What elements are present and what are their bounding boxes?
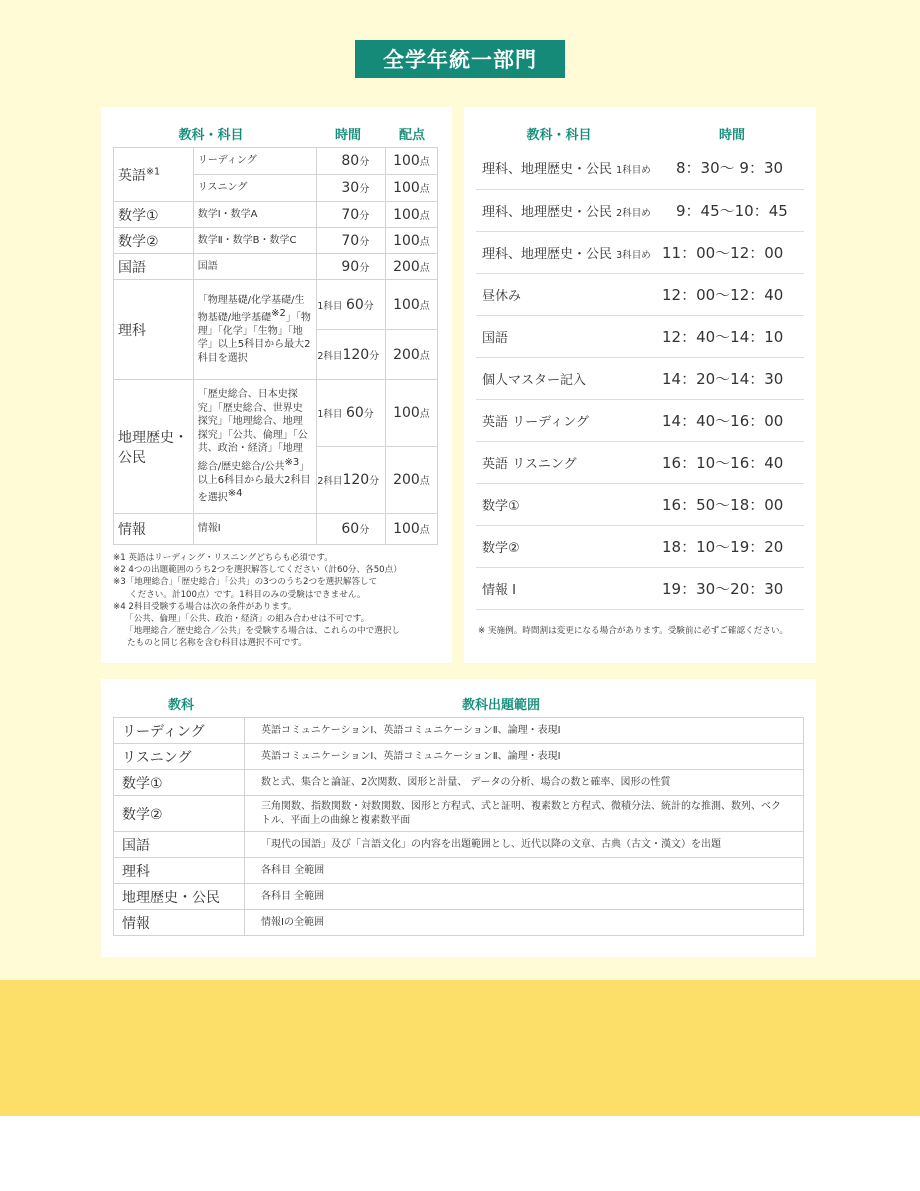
schedule-time: 19：30〜20：30 [662,567,804,609]
range-panel [101,679,816,957]
item-cell: リーディング [193,148,317,175]
schedule-panel [464,107,816,663]
count-label: 1科目 [317,409,343,420]
time-cell [317,175,385,202]
range-text: 各科目 全範囲 [245,884,804,910]
note-line: 「地理総合／歴史総合／公共」を受験する場合は、これらの中で選択し [125,626,401,637]
time-cell [317,202,385,228]
table-row [114,910,804,936]
points-value: 100 [393,180,420,196]
points-cell [385,202,437,228]
table-row [114,796,804,832]
table-row [476,567,804,609]
time-value: 70 [341,206,360,223]
schedule-time: 9：45〜10：45 [662,189,804,231]
range-table [113,717,804,936]
schedule-subject: 英語 リーディング [476,399,662,441]
time-unit: 分 [363,300,374,312]
schedule-tag: 3科目め [616,249,651,261]
schedule-subject: 数学① [476,483,662,525]
points-value: 100 [393,153,420,169]
schedule-subject: 英語 リスニング [476,441,662,483]
points-value: 100 [393,296,420,313]
page-title: 全学年統一部門 [355,40,565,78]
note-line: ※2 4つの出題範囲のうち2つを選択解答してください（計60分、各50点） [113,565,402,576]
schedule-time: 12：00〜12：40 [662,273,804,315]
table-row [114,380,438,447]
points-cell [385,380,437,447]
subject-cell: 地理歴史・公民 [114,380,194,514]
range-subject: 情報 [114,910,245,936]
schedule-header-time: 時間 [718,128,745,143]
schedule-time: 8：30〜 9：30 [662,147,804,189]
table-row [476,147,804,189]
time-cell [317,228,385,254]
range-subject: 地理歴史・公民 [114,884,245,910]
table-row [114,148,438,175]
item-text: 」「物理」「化学」「生物」「地学」以上5科目から最大2科目を選択 [197,312,311,364]
table-row [476,231,804,273]
time-unit: 分 [369,350,380,362]
points-cell [385,148,437,175]
range-header-range: 教科出題範囲 [461,698,540,713]
range-subject: 数学① [114,770,245,796]
points-cell [385,254,437,280]
item-cell [193,380,317,514]
note-line: 「公共、倫理」「公共、政治・経済」の組み合わせは不可です。 [125,614,370,625]
subject-cell: 情報 [114,514,194,545]
time-cell [317,447,385,514]
table-row [114,202,438,228]
time-value: 30 [341,180,360,196]
points-unit: 点 [419,262,430,274]
points-unit: 点 [419,476,430,487]
range-text: 三角関数、指数関数・対数関数、図形と方程式、式と証明、複素数と方程式、微積分法、統計的な推測、数列、ベクトル、平面上の曲線と複素数平面 [245,796,804,832]
range-text: 情報Ⅰの全範囲 [245,910,804,936]
subject-cell: 国語 [114,254,194,280]
item-cell: 数学Ⅰ・数学A [193,202,317,228]
footnote-mark: ※4 [227,488,243,499]
item-cell: リスニング [193,175,317,202]
schedule-subject: 個人マスター記入 [476,357,662,399]
points-value: 200 [393,472,420,488]
points-cell [385,514,437,545]
background-bottom [0,1116,920,1191]
time-unit: 分 [359,210,370,222]
schedule-time: 12：40〜14：10 [662,315,804,357]
schedule-time: 11：00〜12：00 [662,231,804,273]
subjects-header-subject: 教科・科目 [178,128,244,143]
points-value: 100 [393,405,420,421]
time-unit: 分 [359,157,370,168]
table-row [114,884,804,910]
subjects-header-points: 配点 [398,128,425,143]
note-line: ※1 英語はリーディング・リスニングどちらも必須です。 [113,553,333,563]
footnote-mark: ※1 [146,165,161,177]
points-unit: 点 [419,350,430,362]
time-value: 60 [345,405,364,421]
note-line: ※4 2科目受験する場合は次の条件があります。 [113,601,297,612]
schedule-subject: 理科、地理歴史・公民 [482,204,613,220]
schedule-subject-cell [476,147,662,189]
item-cell [193,280,317,380]
time-unit: 分 [359,236,370,248]
time-cell [317,380,385,447]
count-label: 2科目 [317,476,343,487]
schedule-subject: 昼休み [476,273,662,315]
points-unit: 点 [419,409,430,420]
range-text: 英語コミュニケーションⅠ、英語コミュニケーションⅡ、論理・表現Ⅰ [245,744,804,770]
item-cell: 国語 [193,254,317,280]
points-value: 200 [393,258,420,275]
table-row [114,254,438,280]
range-subject: リーディング [114,718,245,744]
time-value: 120 [342,472,370,488]
subjects-table [113,147,438,545]
range-subject: 国語 [114,832,245,858]
time-unit: 分 [359,262,370,274]
subject-label: 英語 [118,167,146,184]
range-subject: 数学② [114,796,245,832]
schedule-subject-cell [476,231,662,273]
subjects-notes [113,552,448,650]
points-unit: 点 [419,184,430,195]
time-cell [317,280,385,330]
range-text: 「現代の国語」及び「言語文化」の内容を出題範囲とし、近代以降の文章、古典（古文・漢文）を出題 [245,832,804,858]
points-value: 200 [393,346,420,363]
item-text: 「歴史総合、日本史探究」「歴史総合、世界史探究」「地理総合、地理探究」「公共、倫理」「公共、政治・経済」「地理総合/歴史総合/公共 [197,389,308,472]
table-row [114,744,804,770]
schedule-tag: 2科目め [616,207,651,219]
table-row [476,357,804,399]
schedule-subject: 数学② [476,525,662,567]
schedule-time: 16：50〜18：00 [662,483,804,525]
range-subject: 理科 [114,858,245,884]
table-row [114,832,804,858]
time-cell [317,514,385,545]
background-band [0,980,920,1116]
note-line: ください。計100点）です。1科目のみの受験はできません。 [129,589,366,600]
points-unit: 点 [419,157,430,168]
points-cell [385,175,437,202]
count-label: 2科目 [317,350,343,362]
time-value: 120 [342,346,370,363]
item-text: 「物理基礎/化学基礎/生物基礎/地学基礎 [197,294,305,324]
schedule-table [476,147,804,610]
subject-cell: 数学① [114,202,194,228]
time-value: 60 [341,521,360,537]
item-cell: 数学Ⅱ・数学B・数学C [193,228,317,254]
range-text: 各科目 全範囲 [245,858,804,884]
count-label: 1科目 [317,300,343,312]
range-subject: リスニング [114,744,245,770]
schedule-tag: 1科目め [616,165,651,177]
schedule-subject: 情報 Ⅰ [476,567,662,609]
points-unit: 点 [419,236,430,248]
points-cell [385,280,437,330]
schedule-subject: 国語 [476,315,662,357]
table-row [114,770,804,796]
time-value: 60 [345,296,364,313]
note-line: ※3「地理総合」「歴史総合」「公共」の3つのうち2つを選択解答して [113,577,378,588]
subject-cell: 理科 [114,280,194,380]
range-text: 数と式、集合と論証、2次関数、図形と計量、 データの分析、場合の数と確率、図形の性質 [245,770,804,796]
table-row [114,228,438,254]
points-unit: 点 [419,525,430,536]
table-row [476,273,804,315]
schedule-time: 16：10〜16：40 [662,441,804,483]
subjects-header-time: 時間 [334,128,361,143]
time-unit: 分 [369,476,380,487]
table-row [476,483,804,525]
points-cell [385,447,437,514]
table-row [476,189,804,231]
points-value: 100 [393,232,420,249]
table-row [476,525,804,567]
time-value: 90 [341,258,360,275]
time-cell [317,254,385,280]
schedule-time: 14：20〜14：30 [662,357,804,399]
time-value: 70 [341,232,360,249]
points-value: 100 [393,206,420,223]
schedule-header-subject: 教科・科目 [526,128,592,143]
table-row [476,315,804,357]
points-unit: 点 [419,300,430,312]
points-cell [385,330,437,380]
points-cell [385,228,437,254]
footnote-mark: ※2 [271,308,286,320]
time-cell [317,148,385,175]
time-unit: 分 [363,409,374,420]
table-row [114,718,804,744]
points-value: 100 [393,521,420,537]
table-row [114,858,804,884]
item-cell: 情報Ⅰ [193,514,317,545]
subject-cell: 数学② [114,228,194,254]
schedule-subject-cell [476,189,662,231]
table-row [476,441,804,483]
schedule-note: ※ 実施例。時間割は変更になる場合があります。受験前に必ずご確認ください。 [478,626,789,636]
points-unit: 点 [419,210,430,222]
time-unit: 分 [359,525,370,536]
schedule-subject: 理科、地理歴史・公民 [482,162,613,178]
subjects-panel [101,107,452,663]
subject-cell [114,148,194,202]
range-text: 英語コミュニケーションⅠ、英語コミュニケーションⅡ、論理・表現Ⅰ [245,718,804,744]
note-line: たものと同じ名称を含む科目は選択不可です。 [127,638,307,649]
schedule-subject: 理科、地理歴史・公民 [482,246,613,262]
table-row [476,399,804,441]
range-header-subject: 教科 [167,698,194,713]
item-text: 」以上6科目から最大2科目を選択 [197,461,311,504]
table-row [114,280,438,330]
table-row [114,514,438,545]
time-unit: 分 [359,184,370,195]
time-cell [317,330,385,380]
schedule-time: 18：10〜19：20 [662,525,804,567]
footnote-mark: ※3 [284,456,300,468]
time-value: 80 [341,153,360,169]
schedule-time: 14：40〜16：00 [662,399,804,441]
